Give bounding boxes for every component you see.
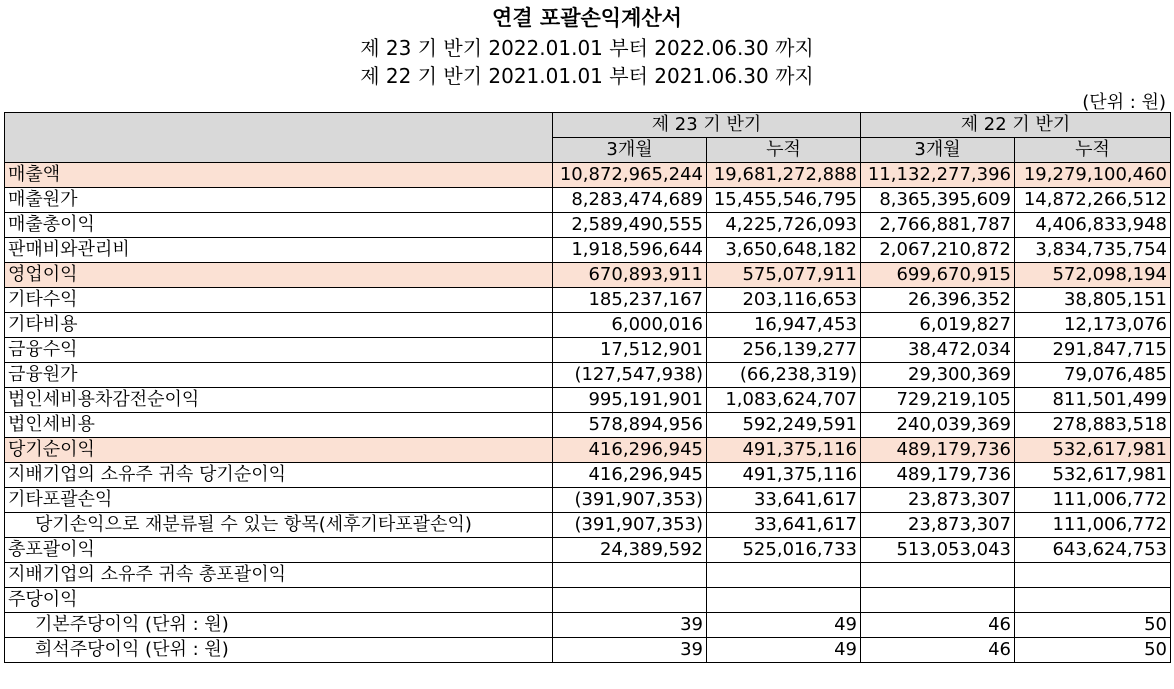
table-row: [5, 613, 1171, 638]
period-current: 제 23 기 반기 2022.01.01 부터 2022.06.30 까지: [360, 36, 814, 60]
row-value: 670,893,911: [553, 263, 707, 288]
row-value: 256,139,277: [707, 338, 861, 363]
row-value: 10,872,965,244: [553, 163, 707, 188]
header-group-prior: 제 22 기 반기: [861, 113, 1171, 138]
unit-label: (단위 : 원): [1082, 92, 1166, 113]
row-value: 24,389,592: [553, 538, 707, 563]
row-value: [861, 588, 1015, 613]
row-value: 17,512,901: [553, 338, 707, 363]
row-value: 8,365,395,609: [861, 188, 1015, 213]
row-value: [553, 588, 707, 613]
table-row: [5, 488, 1171, 513]
table-row: [5, 338, 1171, 363]
header-account: [5, 113, 553, 163]
row-value: 29,300,369: [861, 363, 1015, 388]
row-value: [553, 563, 707, 588]
row-label: 희석주당이익 (단위 : 원): [5, 638, 553, 663]
row-value: 995,191,901: [553, 388, 707, 413]
row-value: 592,249,591: [707, 413, 861, 438]
row-value: 50: [1015, 638, 1171, 663]
income-statement-table: [4, 112, 1171, 663]
row-value: 11,132,277,396: [861, 163, 1015, 188]
row-value: 39: [553, 638, 707, 663]
row-value: 491,375,116: [707, 438, 861, 463]
row-value: 513,053,043: [861, 538, 1015, 563]
row-value: 111,006,772: [1015, 513, 1171, 538]
row-label: 매출액: [5, 163, 553, 188]
table-row: [5, 163, 1171, 188]
row-value: 491,375,116: [707, 463, 861, 488]
row-label: 당기손익으로 재분류될 수 있는 항목(세후기타포괄손익): [5, 513, 553, 538]
table-row: [5, 538, 1171, 563]
row-label: 매출원가: [5, 188, 553, 213]
row-label: 매출총이익: [5, 213, 553, 238]
row-value: 4,225,726,093: [707, 213, 861, 238]
row-value: [707, 588, 861, 613]
row-label: 기타비용: [5, 313, 553, 338]
row-label: 법인세비용차감전순이익: [5, 388, 553, 413]
row-label: 총포괄이익: [5, 538, 553, 563]
row-value: (127,547,938): [553, 363, 707, 388]
row-value: (391,907,353): [553, 488, 707, 513]
row-value: 14,872,266,512: [1015, 188, 1171, 213]
row-value: 811,501,499: [1015, 388, 1171, 413]
table-row: [5, 563, 1171, 588]
table-row: [5, 413, 1171, 438]
row-value: 3,650,648,182: [707, 238, 861, 263]
table-row: [5, 463, 1171, 488]
row-value: (66,238,319): [707, 363, 861, 388]
row-value: 50: [1015, 613, 1171, 638]
row-label: 판매비와관리비: [5, 238, 553, 263]
row-label: 법인세비용: [5, 413, 553, 438]
row-value: [707, 563, 861, 588]
row-value: 1,918,596,644: [553, 238, 707, 263]
row-value: 15,455,546,795: [707, 188, 861, 213]
row-value: 1,083,624,707: [707, 388, 861, 413]
header-row-groups: [5, 113, 1171, 138]
row-value: 19,279,100,460: [1015, 163, 1171, 188]
row-value: 2,766,881,787: [861, 213, 1015, 238]
table-row: [5, 363, 1171, 388]
row-value: (391,907,353): [553, 513, 707, 538]
table-row: [5, 438, 1171, 463]
header-current-cumulative: 누적: [707, 138, 861, 163]
row-value: 38,472,034: [861, 338, 1015, 363]
row-label: 지배기업의 소유주 귀속 당기순이익: [5, 463, 553, 488]
row-value: 26,396,352: [861, 288, 1015, 313]
row-value: 49: [707, 638, 861, 663]
header-current-3m: 3개월: [553, 138, 707, 163]
table-row: [5, 388, 1171, 413]
row-value: 643,624,753: [1015, 538, 1171, 563]
row-value: 2,589,490,555: [553, 213, 707, 238]
period-prior: 제 22 기 반기 2021.01.01 부터 2021.06.30 까지: [360, 64, 814, 88]
row-value: 6,019,827: [861, 313, 1015, 338]
table-row: [5, 513, 1171, 538]
row-value: 46: [861, 638, 1015, 663]
statement-title: 연결 포괄손익계산서: [492, 6, 682, 30]
header-prior-cumulative: 누적: [1015, 138, 1171, 163]
row-value: 49: [707, 613, 861, 638]
row-value: 33,641,617: [707, 488, 861, 513]
row-value: 23,873,307: [861, 488, 1015, 513]
row-label: 금융원가: [5, 363, 553, 388]
row-value: 6,000,016: [553, 313, 707, 338]
row-label: 주당이익: [5, 588, 553, 613]
table-row: [5, 213, 1171, 238]
row-value: 4,406,833,948: [1015, 213, 1171, 238]
row-value: 291,847,715: [1015, 338, 1171, 363]
row-value: 39: [553, 613, 707, 638]
row-value: 33,641,617: [707, 513, 861, 538]
row-value: 111,006,772: [1015, 488, 1171, 513]
row-label: 당기순이익: [5, 438, 553, 463]
header-group-current: 제 23 기 반기: [553, 113, 861, 138]
row-value: 38,805,151: [1015, 288, 1171, 313]
table-row: [5, 638, 1171, 663]
row-value: 575,077,911: [707, 263, 861, 288]
row-value: 699,670,915: [861, 263, 1015, 288]
row-value: 19,681,272,888: [707, 163, 861, 188]
table-row: [5, 288, 1171, 313]
row-value: 525,016,733: [707, 538, 861, 563]
table-row: [5, 588, 1171, 613]
row-value: 729,219,105: [861, 388, 1015, 413]
row-value: 3,834,735,754: [1015, 238, 1171, 263]
row-value: 572,098,194: [1015, 263, 1171, 288]
row-label: 기타포괄손익: [5, 488, 553, 513]
row-label: 기타수익: [5, 288, 553, 313]
row-value: 489,179,736: [861, 438, 1015, 463]
row-label: 지배기업의 소유주 귀속 총포괄이익: [5, 563, 553, 588]
row-value: 23,873,307: [861, 513, 1015, 538]
row-value: 16,947,453: [707, 313, 861, 338]
table-row: [5, 188, 1171, 213]
row-value: 203,116,653: [707, 288, 861, 313]
table-row: [5, 238, 1171, 263]
row-value: [1015, 588, 1171, 613]
row-value: 416,296,945: [553, 438, 707, 463]
row-value: 79,076,485: [1015, 363, 1171, 388]
row-value: 532,617,981: [1015, 463, 1171, 488]
row-value: 278,883,518: [1015, 413, 1171, 438]
header-prior-3m: 3개월: [861, 138, 1015, 163]
row-value: 578,894,956: [553, 413, 707, 438]
row-value: 532,617,981: [1015, 438, 1171, 463]
row-value: 46: [861, 613, 1015, 638]
row-value: [861, 563, 1015, 588]
row-value: 416,296,945: [553, 463, 707, 488]
table-body: [5, 163, 1171, 663]
row-value: 2,067,210,872: [861, 238, 1015, 263]
row-label: 기본주당이익 (단위 : 원): [5, 613, 553, 638]
row-value: 8,283,474,689: [553, 188, 707, 213]
row-value: 489,179,736: [861, 463, 1015, 488]
row-value: 12,173,076: [1015, 313, 1171, 338]
row-value: 240,039,369: [861, 413, 1015, 438]
table-row: [5, 263, 1171, 288]
table-row: [5, 313, 1171, 338]
row-label: 금융수익: [5, 338, 553, 363]
row-value: [1015, 563, 1171, 588]
row-label: 영업이익: [5, 263, 553, 288]
row-value: 185,237,167: [553, 288, 707, 313]
